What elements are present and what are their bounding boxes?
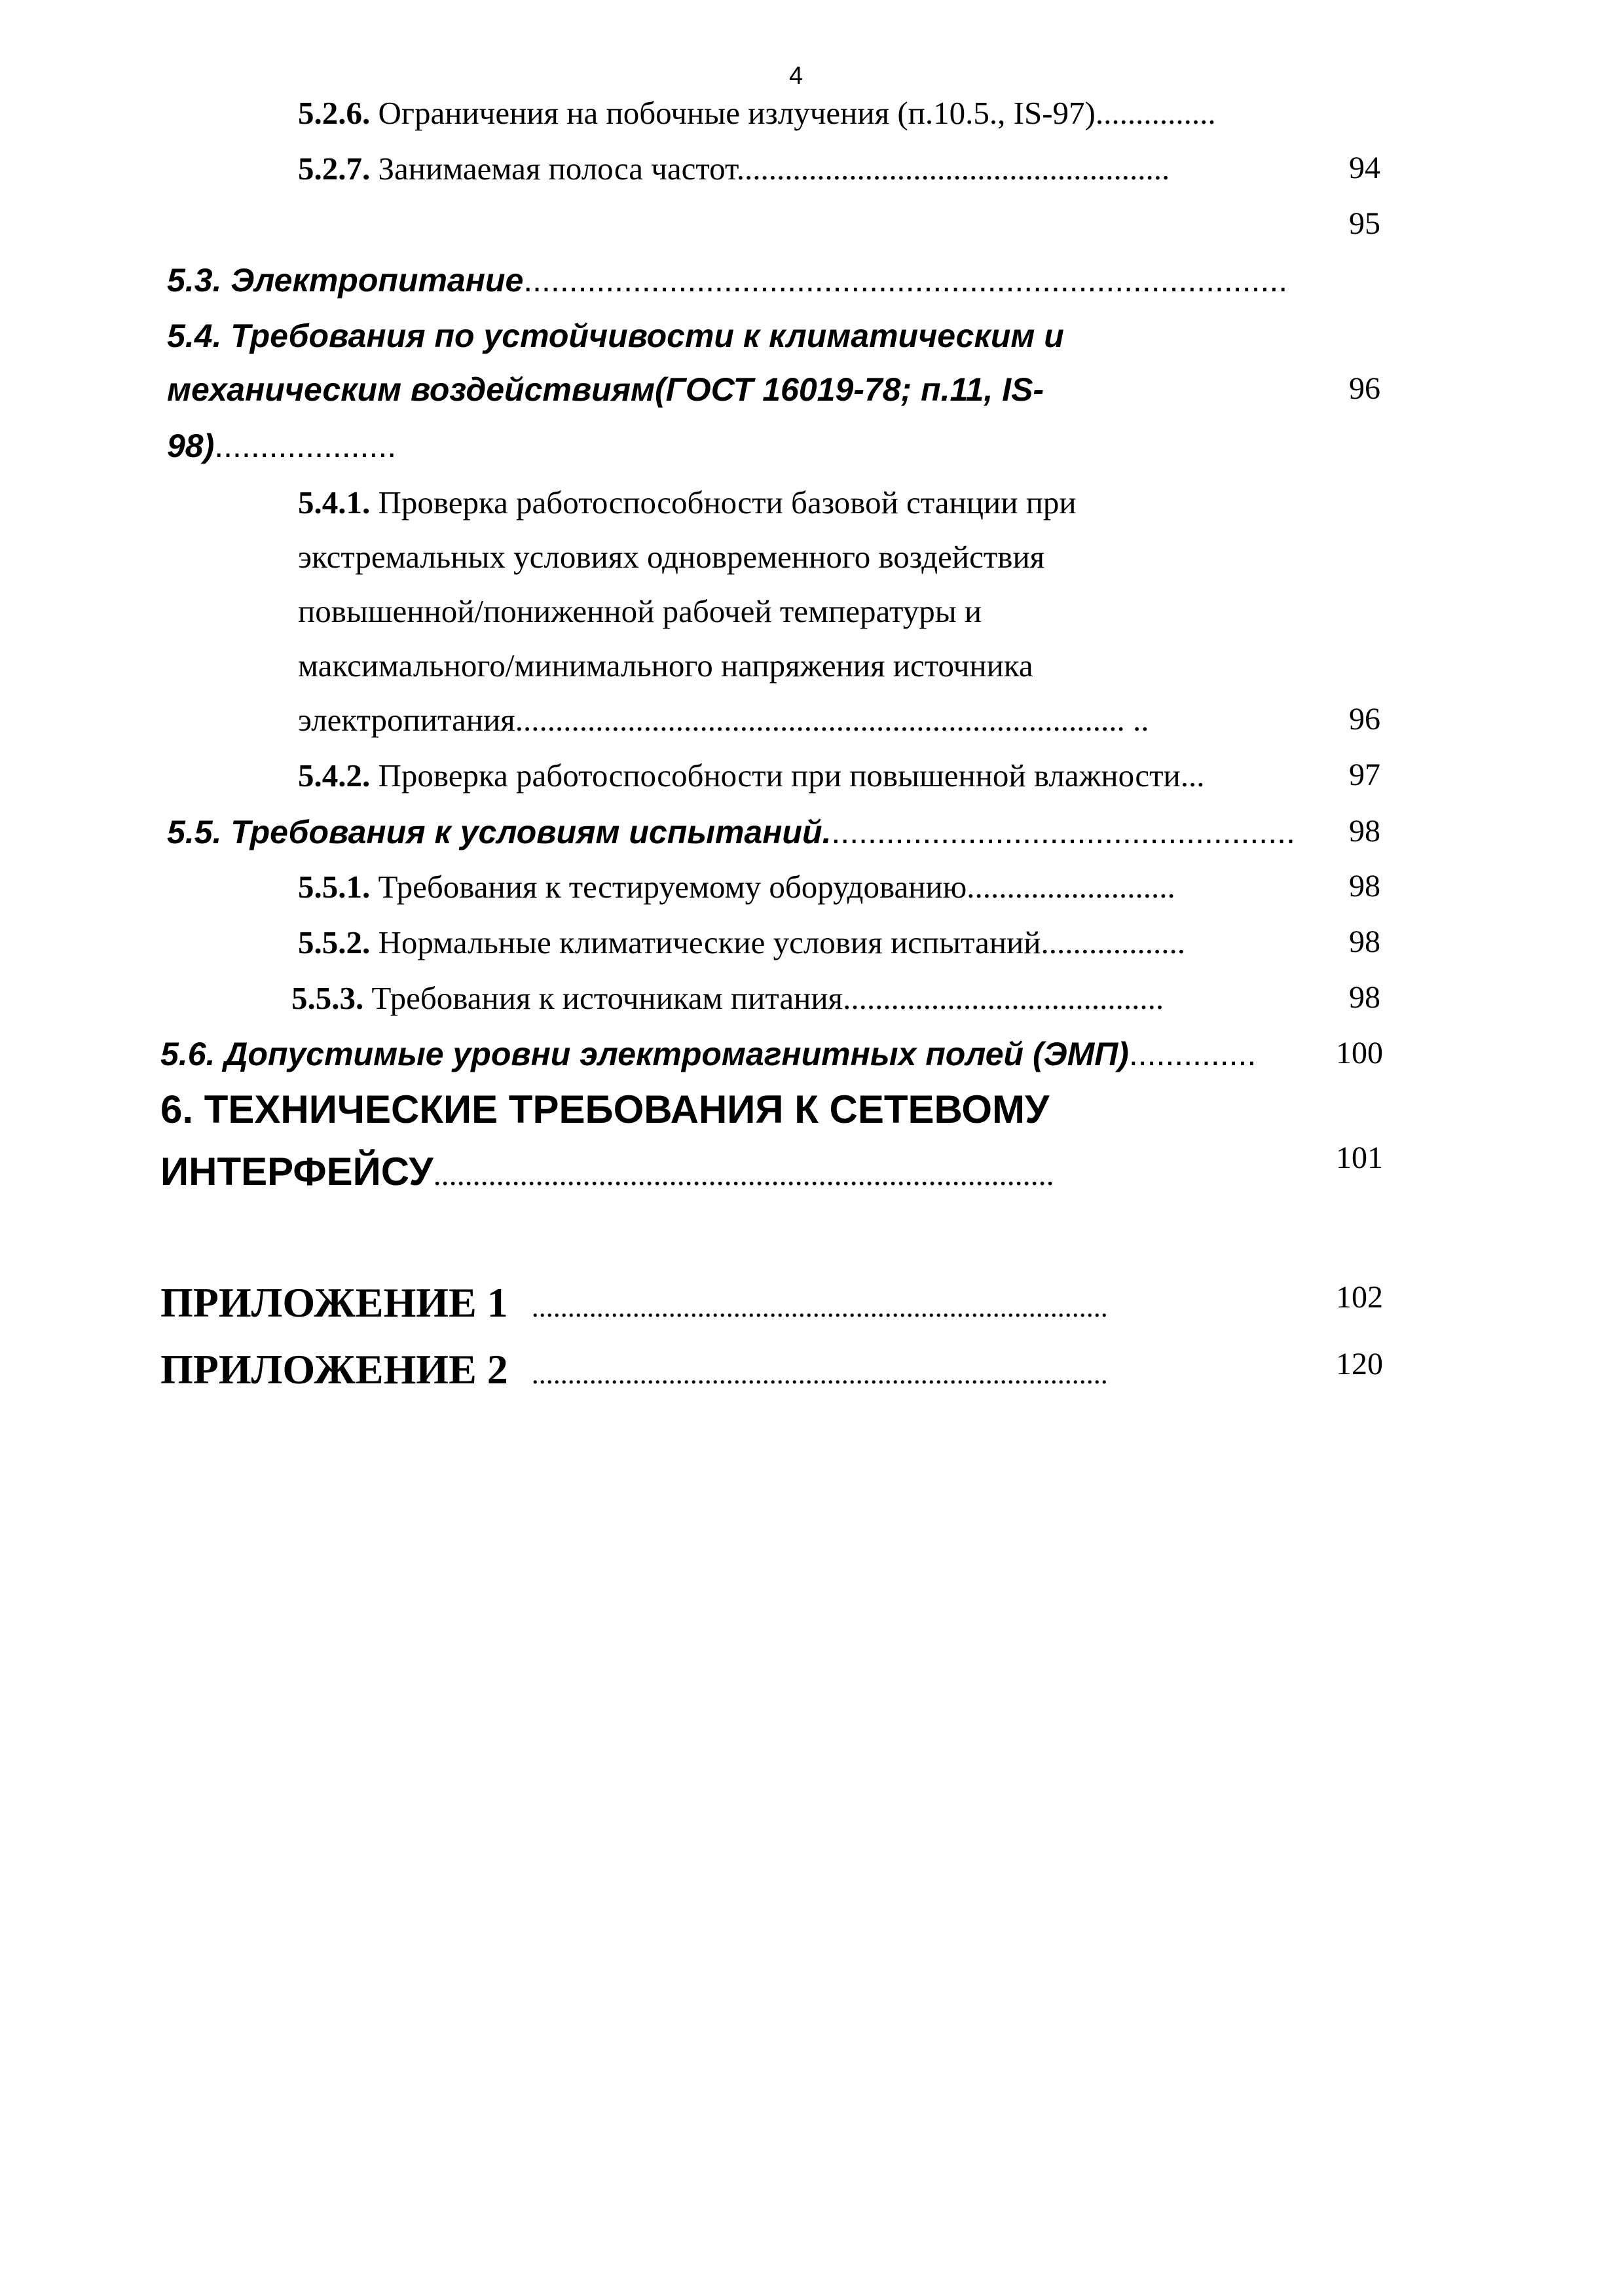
- toc-entry-5-4-1: [298, 486, 1077, 519]
- toc-entry-5-4-2: [298, 759, 1205, 792]
- dot-leader: ........................................: [843, 980, 1164, 1016]
- toc-title: 5.5. Требования к условиям испытаний.: [167, 814, 832, 850]
- dot-leader: ................................................................................: [531, 1291, 1108, 1323]
- toc-page-number: 102: [1336, 1280, 1383, 1315]
- toc-number: 5.2.7.: [298, 151, 371, 187]
- toc-number: 5.5.1.: [298, 869, 371, 905]
- toc-entry-5-5-1: [298, 871, 1175, 903]
- toc-entry-5-4-1-line3: повышенной/пониженной рабочей температуры и: [298, 593, 982, 629]
- toc-page-number: 96: [1349, 371, 1380, 406]
- toc-page-number: 94: [1349, 151, 1380, 185]
- dot-leader: ...................................................: [831, 814, 1295, 850]
- toc-appendix-1: [160, 1279, 1108, 1326]
- toc-title: 5.6. Допустимые уровни электромагнитных полей (ЭМП): [160, 1036, 1129, 1072]
- dot-leader: ....................................................................................: [523, 262, 1288, 299]
- toc-page-number: 98: [1349, 814, 1380, 848]
- dot-leader: ..............: [1128, 1036, 1257, 1072]
- toc-page-number: 120: [1336, 1347, 1383, 1381]
- dot-leader: ...............: [1095, 95, 1216, 131]
- toc-page-number: 95: [1349, 206, 1380, 241]
- dot-leader: ..........................: [967, 869, 1175, 905]
- toc-number: 5.5.3.: [291, 980, 364, 1016]
- toc-title: Требования к тестируемому оборудованию: [378, 869, 967, 905]
- toc-entry-5-4-1-line2: экстремальных условиях одновременного воздействия: [298, 539, 1045, 575]
- toc-title: 5.3. Электропитание: [167, 262, 524, 299]
- toc-entry-5-5-2: [298, 926, 1185, 958]
- toc-title: ИНТЕРФЕЙСУ: [160, 1150, 434, 1194]
- toc-number: 5.4.2.: [298, 757, 371, 793]
- toc-entry-5-5-3: [291, 982, 1164, 1014]
- toc-page-number: 97: [1349, 757, 1380, 792]
- toc-page-number: 101: [1336, 1140, 1383, 1175]
- toc-entry-5-3: [167, 264, 1287, 297]
- toc-page-number: 98: [1349, 869, 1380, 903]
- toc-title: 98): [167, 428, 215, 464]
- toc-page-number: 98: [1349, 980, 1380, 1015]
- toc-title: ПРИЛОЖЕНИЕ 2: [160, 1346, 508, 1393]
- toc-number: 5.4.1.: [298, 484, 371, 520]
- toc-entry-5-5: [167, 816, 1295, 848]
- toc-entry-5-4-line3: [167, 429, 396, 462]
- toc-entry-5-6: [160, 1038, 1256, 1070]
- toc-entry-5-4-1-line5: [298, 704, 1149, 736]
- toc-title: Ограничения на побочные излучения (п.10.5., IS-97): [378, 95, 1096, 131]
- toc-title: Нормальные климатические условия испытаний: [378, 924, 1041, 960]
- dot-leader: ..................: [1041, 924, 1185, 960]
- toc-number: 5.2.6.: [298, 95, 371, 131]
- dot-leader: ............................................................................ ..: [515, 702, 1149, 738]
- toc-page-number: 96: [1349, 702, 1380, 737]
- dot-leader: ................................................................................: [531, 1358, 1108, 1390]
- toc-entry-5-2-6: [298, 97, 1216, 129]
- dot-leader: ...............................................................................: [433, 1157, 1054, 1192]
- toc-title: Занимаемая полоса частот: [378, 151, 737, 187]
- toc-title: Требования к источникам питания: [371, 980, 843, 1016]
- toc-entry-5-4-line2: механическим воздействиям(ГОСТ 16019-78; п.11, IS-: [167, 371, 1044, 408]
- dot-leader: ...: [1180, 757, 1205, 793]
- toc-number: 5.5.2.: [298, 924, 371, 960]
- toc-entry-6-line1: 6. ТЕХНИЧЕСКИЕ ТРЕБОВАНИЯ К СЕТЕВОМУ: [160, 1087, 1050, 1131]
- toc-entry-5-2-7: [298, 153, 1170, 185]
- toc-title: ПРИЛОЖЕНИЕ 1: [160, 1279, 508, 1326]
- toc-title: Проверка работоспособности при повышенной влажности: [378, 757, 1181, 793]
- toc-entry-6-line2: [160, 1152, 1054, 1192]
- toc-entry-5-4-line1: 5.4. Требования по устойчивости к климатическим и: [167, 318, 1064, 354]
- toc-appendix-2: [160, 1346, 1108, 1393]
- toc-title: Проверка работоспособности базовой станции при: [378, 484, 1077, 520]
- toc-page-number: 100: [1336, 1036, 1383, 1070]
- dot-leader: ....................: [214, 428, 397, 464]
- dot-leader: ......................................................: [736, 151, 1170, 187]
- toc-page-number: 98: [1349, 924, 1380, 959]
- toc-title: электропитания: [298, 702, 515, 738]
- toc-entry-5-4-1-line4: максимального/минимального напряжения источника: [298, 647, 1033, 683]
- page-number: 4: [789, 62, 803, 90]
